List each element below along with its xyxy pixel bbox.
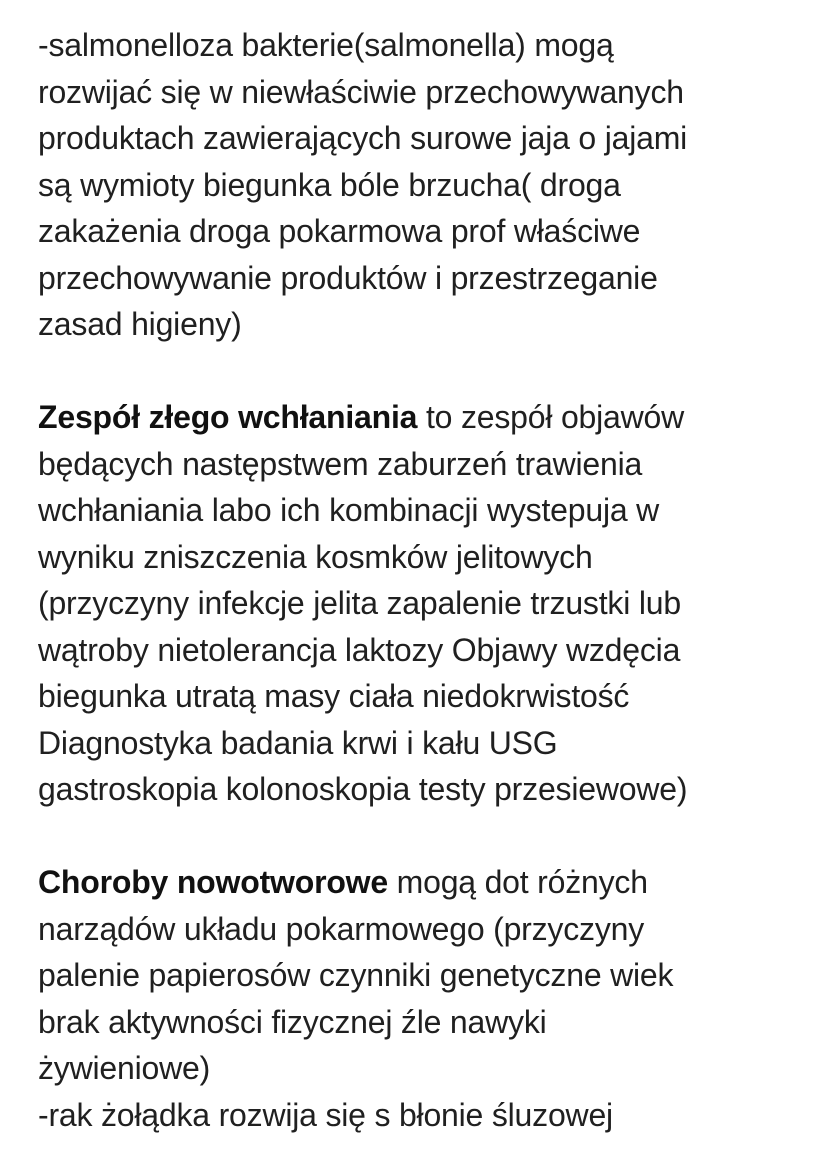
text-line: wchłaniania labo ich kombinacji wystepuja w bbox=[38, 492, 660, 528]
text-line bbox=[38, 859, 813, 906]
text-line: palenie papierosów czynniki genetyczne wiek bbox=[38, 957, 674, 993]
text-line: wyniku zniszczenia kosmków jelitowych bbox=[38, 538, 593, 575]
text-fragment: mogą dot różnych bbox=[387, 864, 648, 900]
text-line: będących następstwem zaburzeń trawienia bbox=[38, 445, 643, 482]
text-line bbox=[38, 394, 813, 441]
text-line: rozwijać się w niewłaściwie przechowywanych bbox=[38, 73, 684, 110]
text-line: wątroby nietolerancja laktozy Objawy wzdęcia bbox=[38, 631, 681, 668]
text-line: żywieniowe) bbox=[38, 1050, 211, 1086]
note-text bbox=[38, 22, 813, 1138]
text-line: produktach zawierających surowe jaja o jajami bbox=[38, 120, 688, 156]
paragraph-choroby-nowotworowe bbox=[38, 859, 813, 1138]
text-line: zakażenia droga pokarmowa prof właściwe bbox=[38, 213, 641, 249]
paragraph-salmonelloza bbox=[38, 22, 813, 348]
text-fragment: to zespół objawów bbox=[417, 399, 685, 435]
text-line: gastroskopia kolonoskopia testy przesiewowe) bbox=[38, 771, 688, 807]
text-line: (przyczyny infekcje jelita zapalenie trzustki lub bbox=[38, 585, 681, 621]
paragraph-zespol-zlego-wchlaniania bbox=[38, 394, 813, 813]
paragraph-spacer bbox=[38, 348, 813, 395]
text-line: biegunka utratą masy ciała niedokrwistość bbox=[38, 678, 630, 714]
paragraph-spacer bbox=[38, 813, 813, 860]
text-line: -rak żołądka rozwija się s błonie śluzowej bbox=[38, 1096, 613, 1133]
text-line: przechowywanie produktów i przestrzeganie bbox=[38, 259, 658, 296]
text-line: narządów układu pokarmowego (przyczyny bbox=[38, 910, 645, 947]
text-line: są wymioty biegunka bóle brzucha( droga bbox=[38, 166, 621, 203]
bold-term: Zespół złego wchłaniania bbox=[38, 399, 418, 435]
text-line: Diagnostyka badania krwi i kału USG bbox=[38, 724, 558, 761]
text-line: brak aktywności fizycznej źle nawyki bbox=[38, 1003, 547, 1040]
text-line: -salmonelloza bakterie(salmonella) mogą bbox=[38, 27, 614, 63]
bold-term: Choroby nowotworowe bbox=[38, 864, 388, 900]
text-line: zasad higieny) bbox=[38, 306, 242, 342]
